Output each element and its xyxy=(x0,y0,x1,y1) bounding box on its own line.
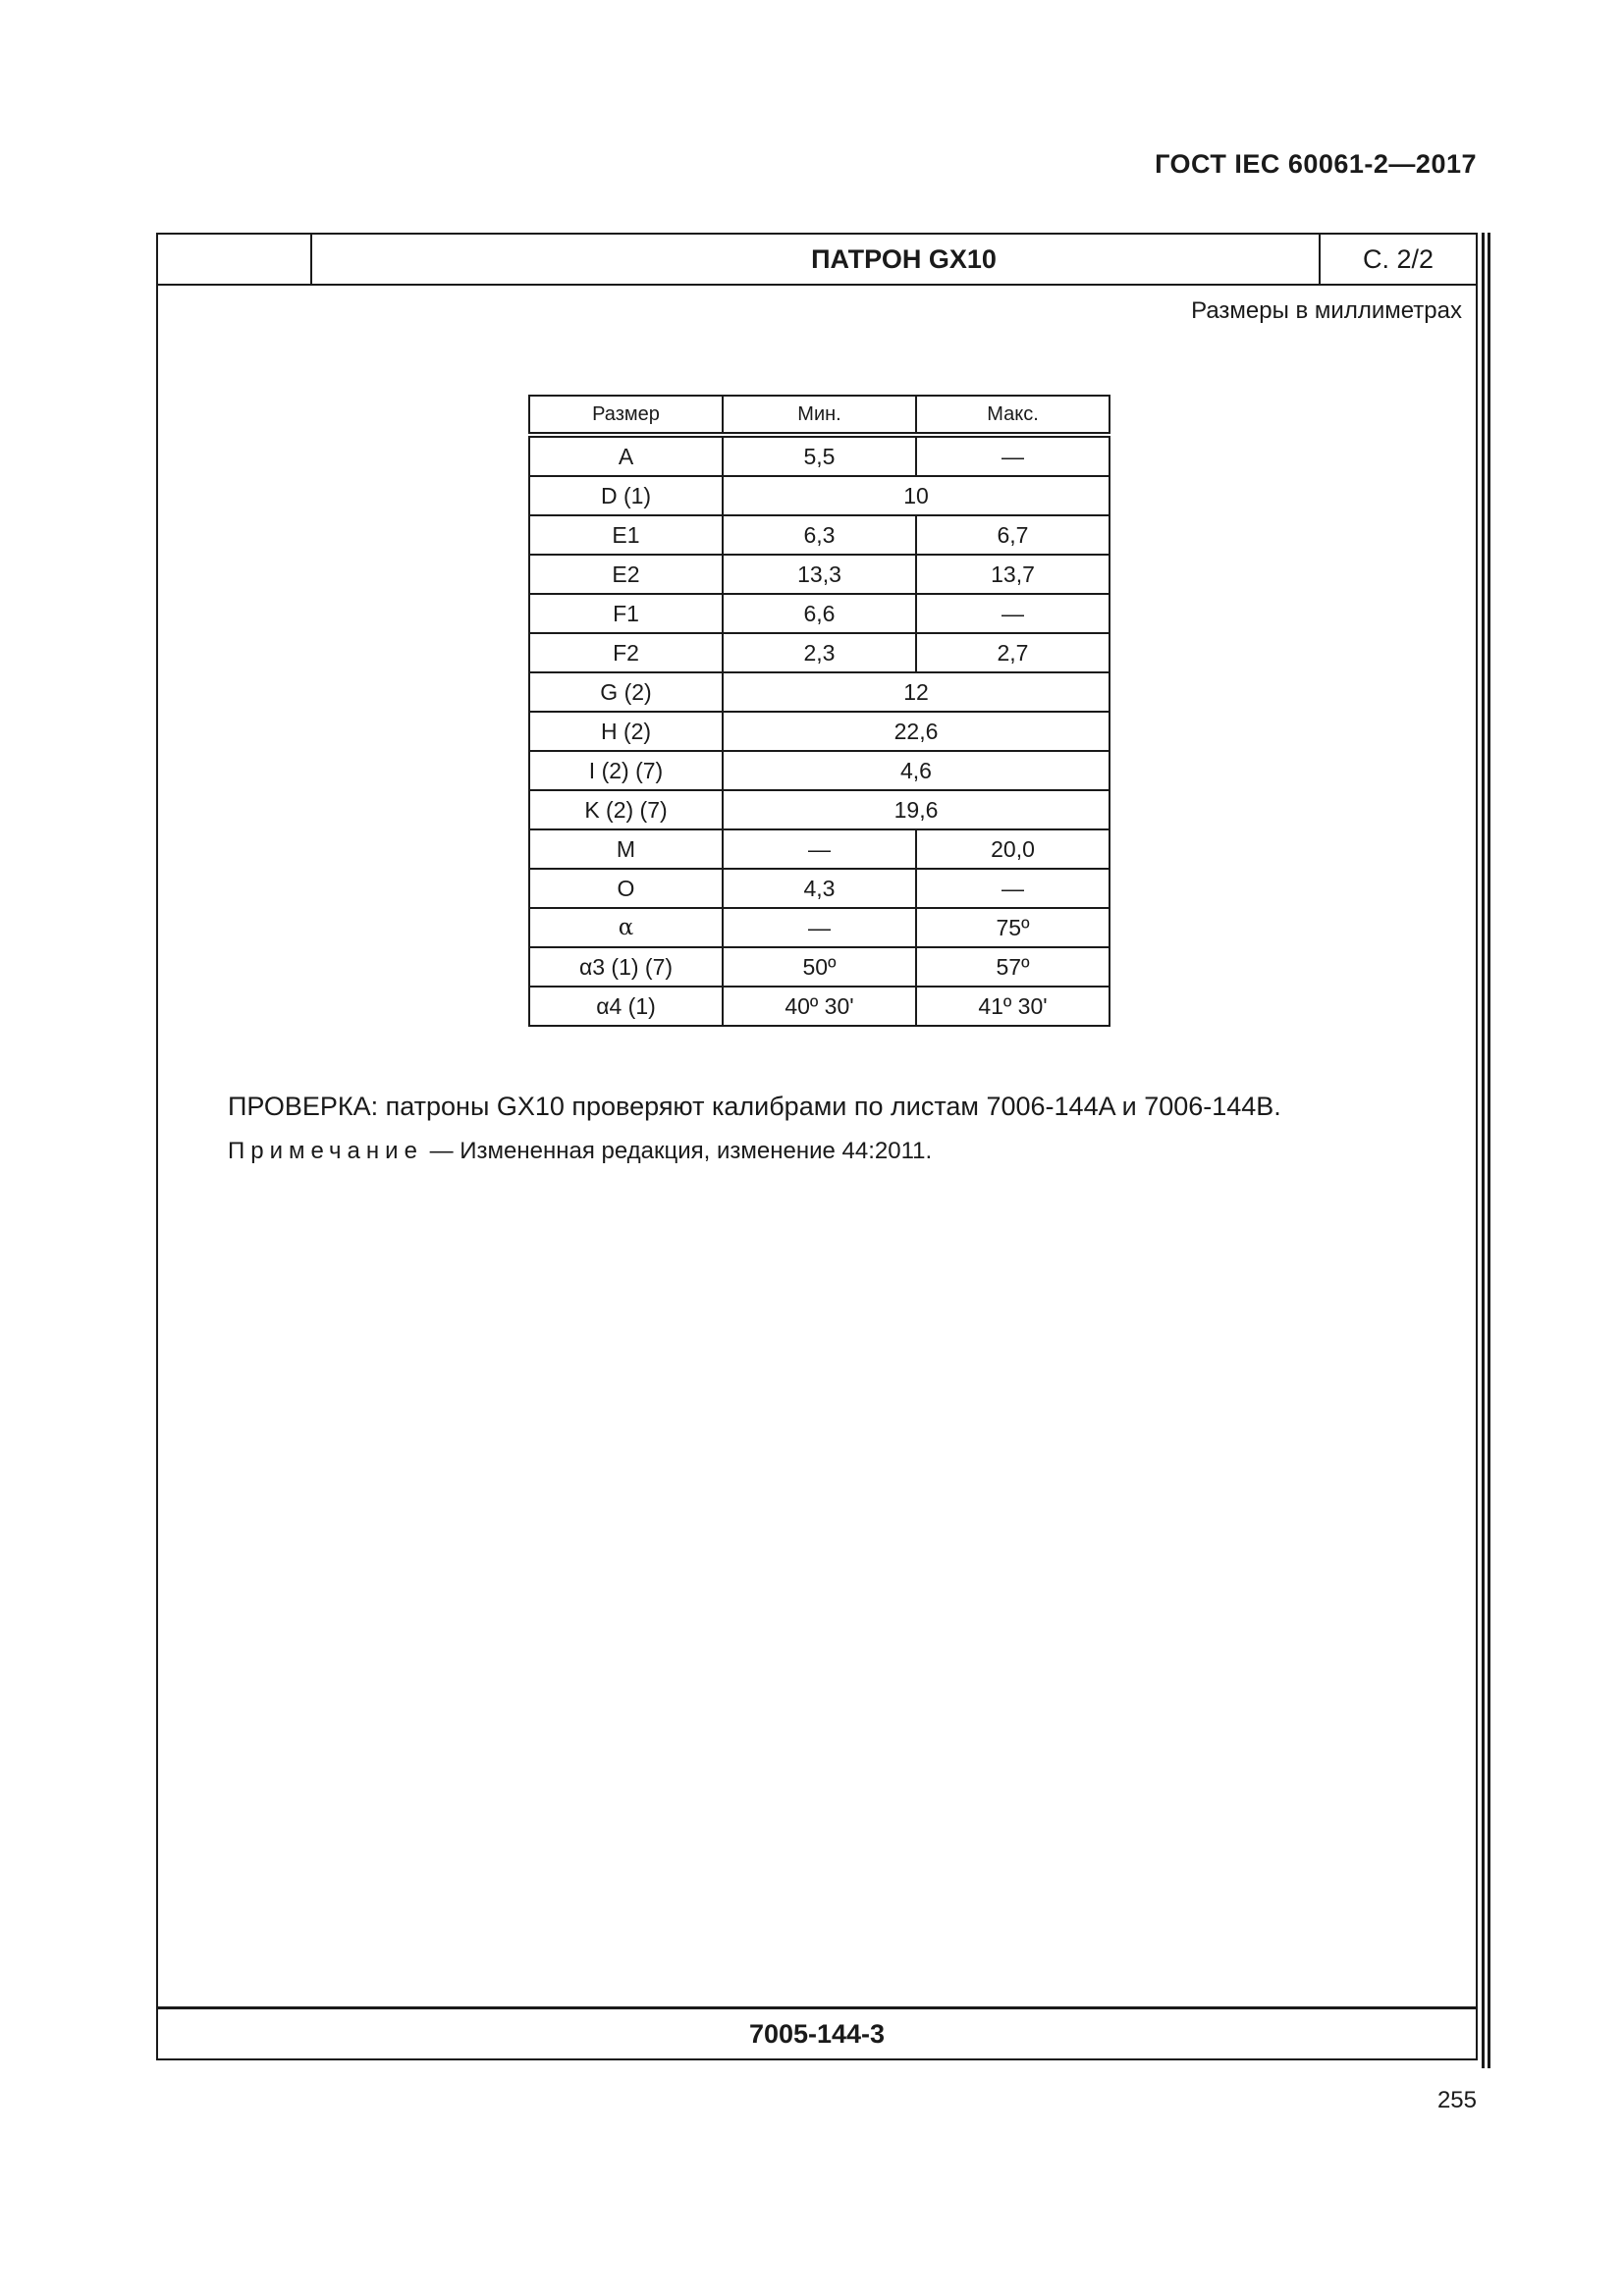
table-row xyxy=(529,751,1110,790)
note xyxy=(228,1138,932,1165)
note-dash: — xyxy=(429,1138,454,1164)
max-value: 13,7 xyxy=(916,555,1110,594)
max-value: 6,7 xyxy=(916,515,1110,555)
table-row xyxy=(529,435,1110,476)
dimension-name: F2 xyxy=(529,633,723,672)
dimension-name: H (2) xyxy=(529,712,723,751)
nominal-value: 19,6 xyxy=(723,790,1110,829)
sheet-footer-code: 7005-144-3 xyxy=(158,2006,1476,2058)
table-row xyxy=(529,672,1110,712)
table-row xyxy=(529,633,1110,672)
table-row xyxy=(529,790,1110,829)
table-row xyxy=(529,987,1110,1026)
frame-edge-line xyxy=(1482,233,1485,2068)
column-header: Макс. xyxy=(916,396,1110,435)
dimension-name: E1 xyxy=(529,515,723,555)
dimension-name: M xyxy=(529,829,723,869)
min-value: 50º xyxy=(723,947,916,987)
table-row xyxy=(529,829,1110,869)
check-statement: ПРОВЕРКА: патроны GX10 проверяют калибрами по листам 7006-144A и 7006-144B. xyxy=(228,1092,1281,1121)
max-value: — xyxy=(916,435,1110,476)
sheet-page-indicator: С. 2/2 xyxy=(1319,235,1476,284)
note-text: Измененная редакция, изменение 44:2011. xyxy=(460,1138,933,1164)
table-row xyxy=(529,594,1110,633)
min-value: 6,6 xyxy=(723,594,916,633)
min-value: — xyxy=(723,829,916,869)
dimension-name: G (2) xyxy=(529,672,723,712)
sheet-frame xyxy=(156,233,1478,2060)
nominal-value: 12 xyxy=(723,672,1110,712)
sheet-header xyxy=(158,235,1476,286)
frame-edge-line xyxy=(1488,233,1490,2068)
table-row xyxy=(529,908,1110,947)
max-value: — xyxy=(916,594,1110,633)
page-number: 255 xyxy=(1436,2087,1477,2113)
min-value: 6,3 xyxy=(723,515,916,555)
standard-code: ГОСТ IEC 60061-2—2017 xyxy=(1155,149,1477,179)
min-value: 13,3 xyxy=(723,555,916,594)
table-row xyxy=(529,515,1110,555)
table-row xyxy=(529,712,1110,751)
min-value: — xyxy=(723,908,916,947)
table-row xyxy=(529,555,1110,594)
dimension-name: α xyxy=(529,908,723,947)
column-header: Мин. xyxy=(723,396,916,435)
sheet-title: ПАТРОН GX10 xyxy=(811,244,997,274)
max-value: 41º 30' xyxy=(916,987,1110,1026)
nominal-value: 22,6 xyxy=(723,712,1110,751)
dimension-name: I (2) (7) xyxy=(529,751,723,790)
header-blank-cell xyxy=(158,235,312,284)
max-value: — xyxy=(916,869,1110,908)
dimension-name: E2 xyxy=(529,555,723,594)
dimension-name: α3 (1) (7) xyxy=(529,947,723,987)
nominal-value: 10 xyxy=(723,476,1110,515)
max-value: 57º xyxy=(916,947,1110,987)
dimension-name: A xyxy=(529,435,723,476)
min-value: 4,3 xyxy=(723,869,916,908)
max-value: 20,0 xyxy=(916,829,1110,869)
column-header: Размер xyxy=(529,396,723,435)
dimension-name: D (1) xyxy=(529,476,723,515)
units-note: Размеры в миллиметрах xyxy=(1191,297,1462,324)
max-value: 2,7 xyxy=(916,633,1110,672)
dimension-name: F1 xyxy=(529,594,723,633)
table-header-row xyxy=(529,396,1110,435)
dimension-name: α4 (1) xyxy=(529,987,723,1026)
note-label: Примечание xyxy=(228,1138,423,1164)
min-value: 40º 30' xyxy=(723,987,916,1026)
dimensions-table xyxy=(528,395,1110,1027)
nominal-value: 4,6 xyxy=(723,751,1110,790)
min-value: 2,3 xyxy=(723,633,916,672)
min-value: 5,5 xyxy=(723,435,916,476)
table-row xyxy=(529,869,1110,908)
dimension-name: O xyxy=(529,869,723,908)
table-row xyxy=(529,476,1110,515)
table-row xyxy=(529,947,1110,987)
dimension-name: K (2) (7) xyxy=(529,790,723,829)
max-value: 75º xyxy=(916,908,1110,947)
